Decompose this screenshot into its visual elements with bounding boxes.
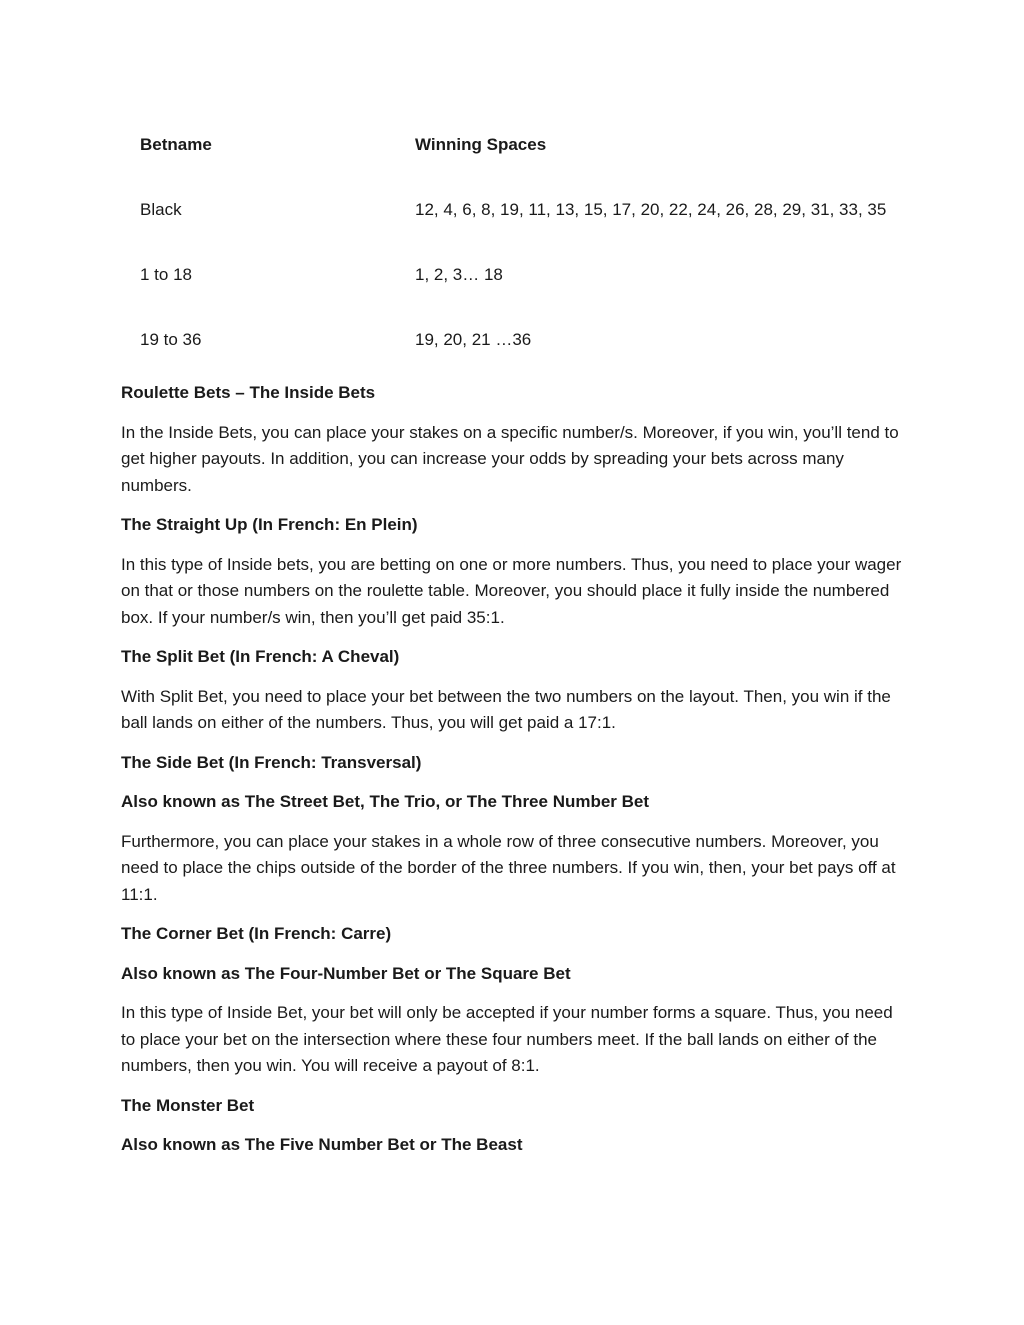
table-row [140,198,940,222]
section-heading: The Split Bet (In French: A Cheval) [121,647,400,666]
table-row [140,263,940,287]
section-subheading: Also known as The Five Number Bet or The Beast [121,1135,523,1154]
paragraph: With Split Bet, you need to place your bet between the two numbers on the layout. Then, you win if the ball lands on either of the numbers. Thus, you will get paid a 17:1. [121,686,891,732]
paragraph: In the Inside Bets, you can place your stakes on a specific number/s. Moreover, if you win, you’ll tend to get higher payouts. In addition, you can increase your odds by spreading your bets across many numbers. [121,422,899,495]
table-cell-winning-spaces: 12, 4, 6, 8, 19, 11, 13, 15, 17, 20, 22, 24, 26, 28, 29, 31, 33, 35 [415,200,887,219]
table-header-betname: Betname [140,135,212,154]
table-header-winning-spaces: Winning Spaces [415,135,547,154]
section-heading: Roulette Bets – The Inside Bets [121,383,376,402]
bet-table [140,133,940,352]
section-heading: The Side Bet (In French: Transversal) [121,752,422,772]
paragraph: Furthermore, you can place your stakes in a whole row of three consecutive numbers. Moreover, you need to place the chips outside of the border of the three numbers. If you win, then, your bet pays off at 11:1. [121,831,896,904]
table-cell-winning-spaces: 19, 20, 21 …36 [415,330,532,349]
document-body [121,380,911,1172]
section-heading: The Corner Bet (In French: Carre) [121,924,392,943]
section-heading: The Monster Bet [121,1095,255,1115]
paragraph: In this type of Inside Bet, your bet will only be accepted if your number forms a square. Thus, you need to place your bet on the intersection where these four numbers meet. If the ball lands on either of the numbers, then you win. You will receive a payout of 8:1. [121,1003,893,1075]
section-subheading: Also known as The Street Bet, The Trio, or The Three Number Bet [121,792,650,811]
table-header-row [140,133,940,157]
table-cell-betname: Black [140,200,182,219]
table-cell-betname: 1 to 18 [140,265,192,284]
section-heading: The Straight Up (In French: En Plein) [121,515,418,534]
section-subheading: Also known as The Four-Number Bet or The Square Bet [121,963,571,983]
table-row [140,328,940,352]
table-cell-betname: 19 to 36 [140,330,202,349]
paragraph: In this type of Inside bets, you are betting on one or more numbers. Thus, you need to place your wager on that or those numbers on the roulette table. Moreover, you should place it fully inside the numbered box. If your number/s win, then you’ll get paid 35:1. [121,554,902,627]
table-cell-winning-spaces: 1, 2, 3… 18 [415,265,503,284]
